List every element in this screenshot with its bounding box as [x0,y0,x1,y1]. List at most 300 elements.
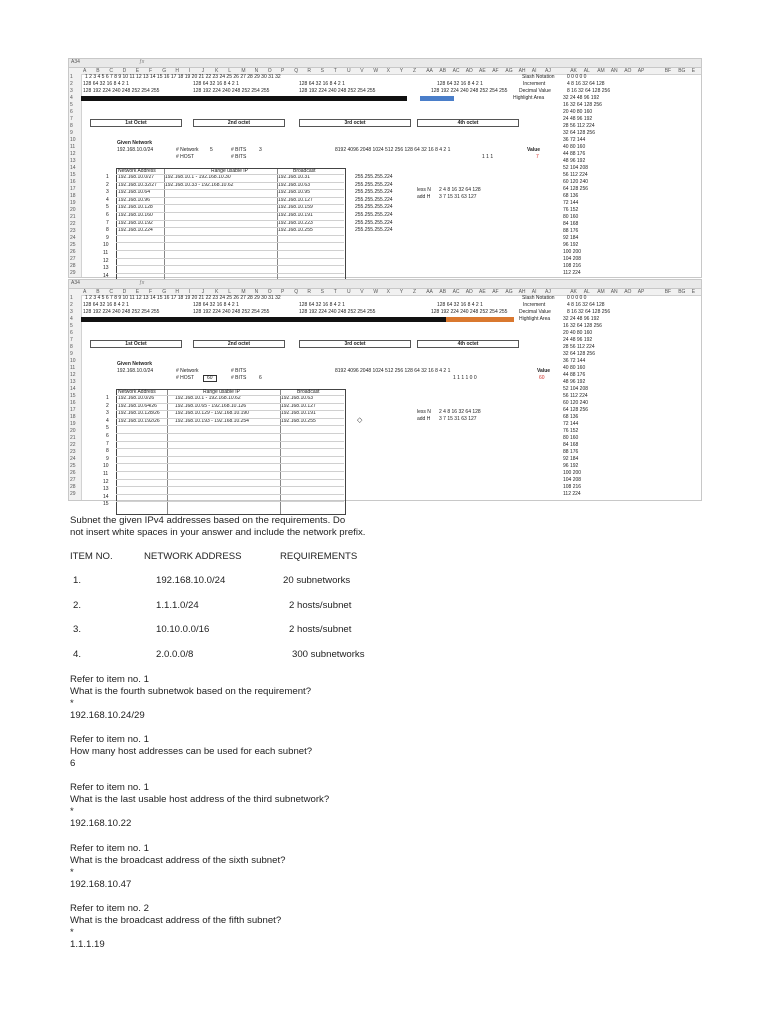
column-header: AI [531,289,537,295]
row-number: 3 [70,309,73,315]
table-header-broadcast: Broadcast [297,389,320,395]
n-bits2-label: # BITS [231,154,247,160]
instructions [70,515,365,539]
row-number: 16 [70,400,76,406]
table-row-line [116,265,344,266]
multiplier-row: 8 16 32 64 128 256 [567,88,611,94]
column-header: G [162,289,167,295]
less-n-values: 2 4 8 16 32 64 128 [439,409,481,415]
column-header: E [691,68,696,74]
sheet-grid [81,74,701,277]
cell-reference: A34 [71,280,80,286]
usable-range-cell: 192.168.10.1 - 192.168.10.62 [175,395,241,401]
n-host-value[interactable]: 60 [203,375,217,382]
table-row-line [116,441,344,442]
column-header: P [281,289,285,295]
broadcast-cell: 192.168.10.63 [278,181,310,188]
table-row-line [116,395,344,396]
question-reference: Refer to item no. 2 [70,903,149,914]
usable-range-cell: 192.168.10.193 - 192.168.10.254 [175,417,249,424]
row-number: 11 [70,144,76,150]
column-header: AB [439,68,447,74]
n-bits2-label: # BITS [231,375,247,381]
row-number-cell: 4 [106,196,109,203]
column-header: AF [492,68,499,74]
row-number: 10 [70,358,76,364]
column-header: Q [294,68,299,74]
less-n-label: less N [417,187,431,193]
row-number: 5 [70,323,73,329]
column-header: Z [413,68,417,74]
table-header-range: Range usable IP [211,168,248,174]
row-number-cell: 1 [106,395,109,401]
column-header: R [307,68,312,74]
column-header: AL [583,289,590,295]
column-header: AD [465,289,473,295]
item-network-address: 10.10.0.0/16 [156,624,210,635]
network-address-cell: 192.168.10.0/26 [118,395,155,401]
row-number: 14 [70,165,76,171]
column-header: BG [678,68,686,74]
table-row-line [116,425,344,426]
column-header: N [254,289,259,295]
broadcast-cell: 192.168.10.31 [278,174,310,180]
required-marker: * [70,806,74,817]
multiplier-row: 16 32 64 128 256 [563,323,602,329]
highlight-bar-black [81,96,407,101]
subnet-mask-cell: 255.255.255.224 [355,227,393,234]
row-number: 18 [70,414,76,420]
decimal-value-label: Decimal Value [519,88,551,94]
formula-bar [69,280,701,289]
column-header: BG [678,289,686,295]
row-number-cell: 9 [106,234,109,241]
answer-text: 1.1.1.19 [70,939,105,950]
row-number-cell: 7 [106,219,109,226]
item-number: 3. [73,624,82,635]
given-network-value: 192.168.10.0/24 [117,368,154,374]
multiplier-row: 48 96 192 [563,158,586,164]
column-header: N [254,68,259,74]
value-result: 60 [539,375,545,381]
value-label: Value [537,368,551,374]
cell-reference: A34 [71,59,80,65]
increment-octet4: 128 64 32 16 8 4 2 1 [437,302,483,308]
multiplier-row: 24 48 96 192 [563,337,593,343]
column-header: Y [399,289,404,295]
column-header: AN [610,289,618,295]
row-number-cell: 14 [103,272,109,279]
powers-row: 8192 4096 2048 1024 512 256 128 64 32 16 8 4 2 1 [335,147,451,153]
table-row-line [116,486,344,487]
question-text: How many host addresses can be used for each subnet? [70,746,313,757]
table-header-network: Network Address [118,168,156,174]
sheet-grid [81,295,701,508]
column-header: AG [505,289,513,295]
header-network-address: NETWORK ADDRESS [144,551,242,562]
column-header: L [228,68,231,74]
increment-label: Increment [523,302,546,308]
network-address-cell: 192.168.10.160 [118,212,153,218]
column-header: B [96,289,100,295]
answer-text: 192.168.10.22 [70,818,132,829]
subnet-mask-cell: 255.255.255.224 [355,189,393,196]
row-number: 17 [70,407,76,413]
table-row-line [116,227,344,228]
row-number-cell: 5 [106,425,109,432]
cursor-icon: ◇ [357,417,363,424]
row-number: 18 [70,193,76,199]
network-address-cell: 192.168.10.192/26 [118,417,160,424]
multiplier-row: 0 0 0 0 0 [567,74,587,80]
row-number: 9 [70,351,73,357]
increment-octet3: 128 64 32 16 8 4 2 1 [299,302,345,308]
multiplier-row: 88 176 [563,449,579,455]
item-network-address: 2.0.0.0/8 [156,648,194,660]
spreadsheet-screenshot-2 [68,279,702,508]
table-row-line [116,220,344,221]
row-number-cell: 13 [103,265,109,272]
column-header: AA [426,68,433,74]
network-address-cell: 192.168.10.128 [118,204,153,211]
decimal-octet3: 128 192 224 240 248 252 254 255 [299,309,376,315]
item-requirement: 20 subnetworks [283,575,351,586]
multiplier-row: 32 24 48 96 192 [563,316,600,322]
table-row-line [116,197,344,198]
column-header: U [347,68,351,74]
value-bits: 1 1 1 [482,154,494,160]
n-bits-label: # BITS [231,147,247,153]
column-header: AH [518,68,526,74]
column-header: T [333,289,337,295]
row-number: 10 [70,137,76,143]
less-n-label: less N [417,409,431,415]
required-marker: * [70,927,74,938]
row-number: 8 [70,123,73,129]
multiplier-row: 80 160 [563,214,579,220]
row-number: 20 [70,428,76,434]
column-header: V [360,68,364,74]
multiplier-row: 60 120 240 [563,179,589,185]
row-number: 2 [70,81,73,87]
row-number: 4 [70,316,73,322]
table-row-line [116,501,344,502]
third-octet-box: 3rd octet [299,340,411,348]
column-header: AB [439,289,447,295]
row-number-cell: 15 [103,501,109,508]
highlight-bar-blue [420,96,454,101]
question-reference: Refer to item no. 1 [70,734,149,745]
multiplier-row: 64 128 256 [563,186,589,192]
multiplier-row: 84 168 [563,442,579,448]
row-number: 12 [70,151,76,157]
answer-text: 192.168.10.24/29 [70,710,145,721]
n-bits-value: 6 [259,375,262,381]
increment-octet1: 128 64 32 16 8 4 2 1 [83,81,129,87]
n-host-label: # HOST [176,154,195,160]
multiplier-row: 4 8 16 32 64 128 [567,81,605,87]
network-address-cell: 192.168.10.224 [118,227,153,234]
increment-octet1: 128 64 32 16 8 4 2 1 [83,302,129,308]
slash-notation-label: Slash Notation [522,74,555,80]
decimal-octet2: 128 192 224 240 248 252 254 255 [193,309,270,315]
column-header: K [215,289,219,295]
row-number: 25 [70,242,76,248]
n-bits-label: # BITS [231,368,247,374]
multiplier-row: 56 112 224 [563,393,588,399]
column-header: BF [664,289,672,295]
multiplier-row: 8 16 32 64 128 256 [567,309,611,315]
column-header: L [228,289,231,295]
item-network-address: 1.1.1.0/24 [156,599,199,611]
network-address-cell: 192.168.10.64/26 [118,402,157,409]
column-header: I [188,68,190,74]
question-text: What is the last usable host address of the third subnetwork? [70,794,330,805]
row-number-cell: 8 [106,448,109,455]
column-header: AN [610,68,618,74]
multiplier-row: 68 136 [563,414,579,420]
column-header: D [122,289,127,295]
question-reference: Refer to item no. 1 [70,782,149,793]
row-number: 29 [70,491,76,497]
column-header: C [109,289,114,295]
intro-line-1: Subnet the given IPv4 addresses based on the requirements. Do [70,515,346,526]
column-header: A [83,289,87,295]
column-header: AC [452,68,460,74]
row-number: 28 [70,484,76,490]
column-header: AE [479,68,486,74]
slash-notation-label: Slash Notation [522,295,555,301]
highlight-area-label: Highlight Area [513,95,545,101]
third-octet-box: 3rd octet [299,119,411,127]
column-header: B [96,68,100,74]
row-number: 1 [70,74,73,80]
value-label: Value [527,147,541,153]
network-address-cell: 192.168.10.32/27 [118,181,157,188]
item-number: 4. [73,648,82,660]
increment-octet2: 128 64 32 16 8 4 2 1 [193,81,239,87]
item-requirement: 2 hosts/subnet [289,624,352,635]
question-reference: Refer to item no. 1 [70,843,149,854]
column-header: AP [637,68,645,74]
item-number: 1. [73,575,82,586]
column-header: C [109,68,114,74]
column-header: Z [413,289,417,295]
row-number-cell: 5 [106,204,109,211]
row-number: 17 [70,186,76,192]
decimal-octet4: 128 192 224 240 248 252 254 255 [431,88,508,94]
multiplier-row: 20 40 80 160 [563,330,593,336]
multiplier-row: 20 40 80 160 [563,109,593,115]
multiplier-row: 104 208 [563,477,582,483]
row-number: 19 [70,421,76,427]
row-number: 22 [70,221,76,227]
multiplier-row: 72 144 [563,200,579,206]
add-h-label: add H [417,194,431,200]
multiplier-row: 4 8 16 32 64 128 [567,302,605,308]
increment-octet2: 128 64 32 16 8 4 2 1 [193,302,239,308]
row-number: 24 [70,456,76,462]
table-row-line [116,433,344,434]
row-number: 11 [70,365,76,371]
item-network-address: 192.168.10.0/24 [156,575,226,586]
column-header: P [281,68,285,74]
column-header: AC [452,289,460,295]
add-h-label: add H [417,416,431,422]
fourth-octet-box: 4th octet [417,340,519,348]
row-number-cell: 10 [103,242,109,249]
add-h-values: 3 7 15 31 63 127 [439,194,477,200]
required-marker: * [70,698,74,709]
header-item-no: ITEM NO. [70,551,113,562]
column-header: Q [294,289,299,295]
formula-bar [69,59,701,68]
multiplier-row: 104 208 [563,256,582,262]
multiplier-row: 108 216 [563,263,582,269]
subnet-mask-cell: 255.255.255.224 [355,196,393,203]
column-header: S [320,68,324,74]
broadcast-cell: 192.168.10.95 [278,189,310,196]
n-bits-value: 3 [259,147,262,153]
row-number-cell: 6 [106,433,109,439]
network-address-cell: 192.168.10.96 [118,196,150,203]
column-header: Y [399,68,404,74]
multiplier-row: 52 104 208 [563,386,589,392]
row-number: 16 [70,179,76,185]
given-network-label: Given Network [117,140,153,146]
column-header: AA [426,289,433,295]
row-number-cell: 3 [106,410,109,417]
column-header: E [135,289,140,295]
multiplier-row: 108 216 [563,484,582,490]
row-number: 25 [70,463,76,469]
table-row-line [116,448,344,449]
row-number: 4 [70,95,73,101]
table-header-network: Network Address [118,389,156,395]
row-number-cell: 2 [106,402,109,409]
add-h-values: 3 7 15 31 63 127 [439,416,477,422]
decimal-octet4: 128 192 224 240 248 252 254 255 [431,309,508,315]
header-requirements: REQUIREMENTS [280,551,358,562]
broadcast-cell: 192.168.10.255 [278,227,313,234]
row-number-cell: 6 [106,212,109,218]
column-header: AF [492,289,499,295]
table-row-line [116,235,344,236]
second-octet-box: 2nd octet [193,340,285,348]
first-octet-box: 1st Octet [90,119,182,127]
table-row-line [116,189,344,190]
row-number: 5 [70,102,73,108]
row-number: 21 [70,214,76,220]
column-header: E [691,289,696,295]
row-number-cell: 7 [106,440,109,447]
multiplier-row: 28 56 112 224 [563,344,595,350]
subnet-mask-cell: 255.255.255.224 [355,204,393,211]
fourth-octet-box: 4th octet [417,119,519,127]
table-row-line [116,250,344,251]
column-header: A [83,68,87,74]
multiplier-row: 76 152 [563,207,579,213]
column-header: U [347,289,351,295]
row-number: 23 [70,228,76,234]
multiplier-row: 36 72 144 [563,358,586,364]
row-number-cell: 9 [106,455,109,462]
broadcast-cell: 192.168.10.127 [281,402,316,409]
row-number-cell: 1 [106,174,109,180]
column-header: G [162,68,167,74]
multiplier-row: 92 184 [563,456,579,462]
broadcast-cell: 192.168.10.191 [278,212,313,218]
decimal-octet2: 128 192 224 240 248 252 254 255 [193,88,270,94]
table-row-line [116,410,344,411]
table-row-line [116,456,344,457]
less-n-values: 2 4 8 16 32 64 128 [439,187,481,193]
row-number: 27 [70,256,76,262]
multiplier-row: 48 96 192 [563,379,586,385]
row-number-cell: 12 [103,257,109,264]
row-number: 28 [70,263,76,269]
row-number: 1 [70,295,73,301]
column-header: AM [597,289,605,295]
column-header: AJ [545,289,551,295]
multiplier-row: 64 128 256 [563,407,589,413]
multiplier-row: 96 192 [563,463,579,469]
multiplier-row: 24 48 96 192 [563,116,593,122]
column-header: AG [505,68,513,74]
items-header [70,551,470,565]
row-number: 22 [70,442,76,448]
row-number: 6 [70,330,73,336]
n-network-value: 5 [210,147,213,153]
multiplier-row: 100 200 [563,470,582,476]
answer-text: 6 [70,758,76,769]
row-number-cell: 3 [106,189,109,196]
increment-octet3: 128 64 32 16 8 4 2 1 [299,81,345,87]
row-number: 21 [70,435,76,441]
row-number: 3 [70,88,73,94]
column-header: AI [531,68,537,74]
column-header: J [201,289,205,295]
broadcast-cell: 192.168.10.127 [278,196,313,203]
row-number: 15 [70,172,76,178]
decimal-octet1: 128 192 224 240 248 252 254 255 [83,309,160,315]
column-header: AJ [545,68,551,74]
column-header: F [149,289,153,295]
column-header: D [122,68,127,74]
spreadsheet-screenshot-1 [68,58,702,278]
column-header: R [307,289,312,295]
table-row-line [116,273,344,274]
table-header-range: Range usable IP [203,389,240,395]
subnet-mask-cell: 255.255.255.224 [355,219,393,226]
row-number: 24 [70,235,76,241]
table-row-line [116,403,344,404]
multiplier-row: 80 160 [563,435,579,441]
row-number-cell: 2 [106,181,109,188]
broadcast-cell: 192.168.10.63 [281,395,313,401]
multiplier-row: 112 224 [563,491,581,497]
column-header: S [320,289,324,295]
row-number-cell: 14 [103,493,109,500]
row-number: 19 [70,200,76,206]
row-number: 27 [70,477,76,483]
column-header: AM [597,68,605,74]
row-number-cell: 4 [106,417,109,424]
multiplier-row: 56 112 224 [563,172,588,178]
row-number: 13 [70,158,76,164]
row-number: 2 [70,302,73,308]
column-header: AK [570,68,577,74]
